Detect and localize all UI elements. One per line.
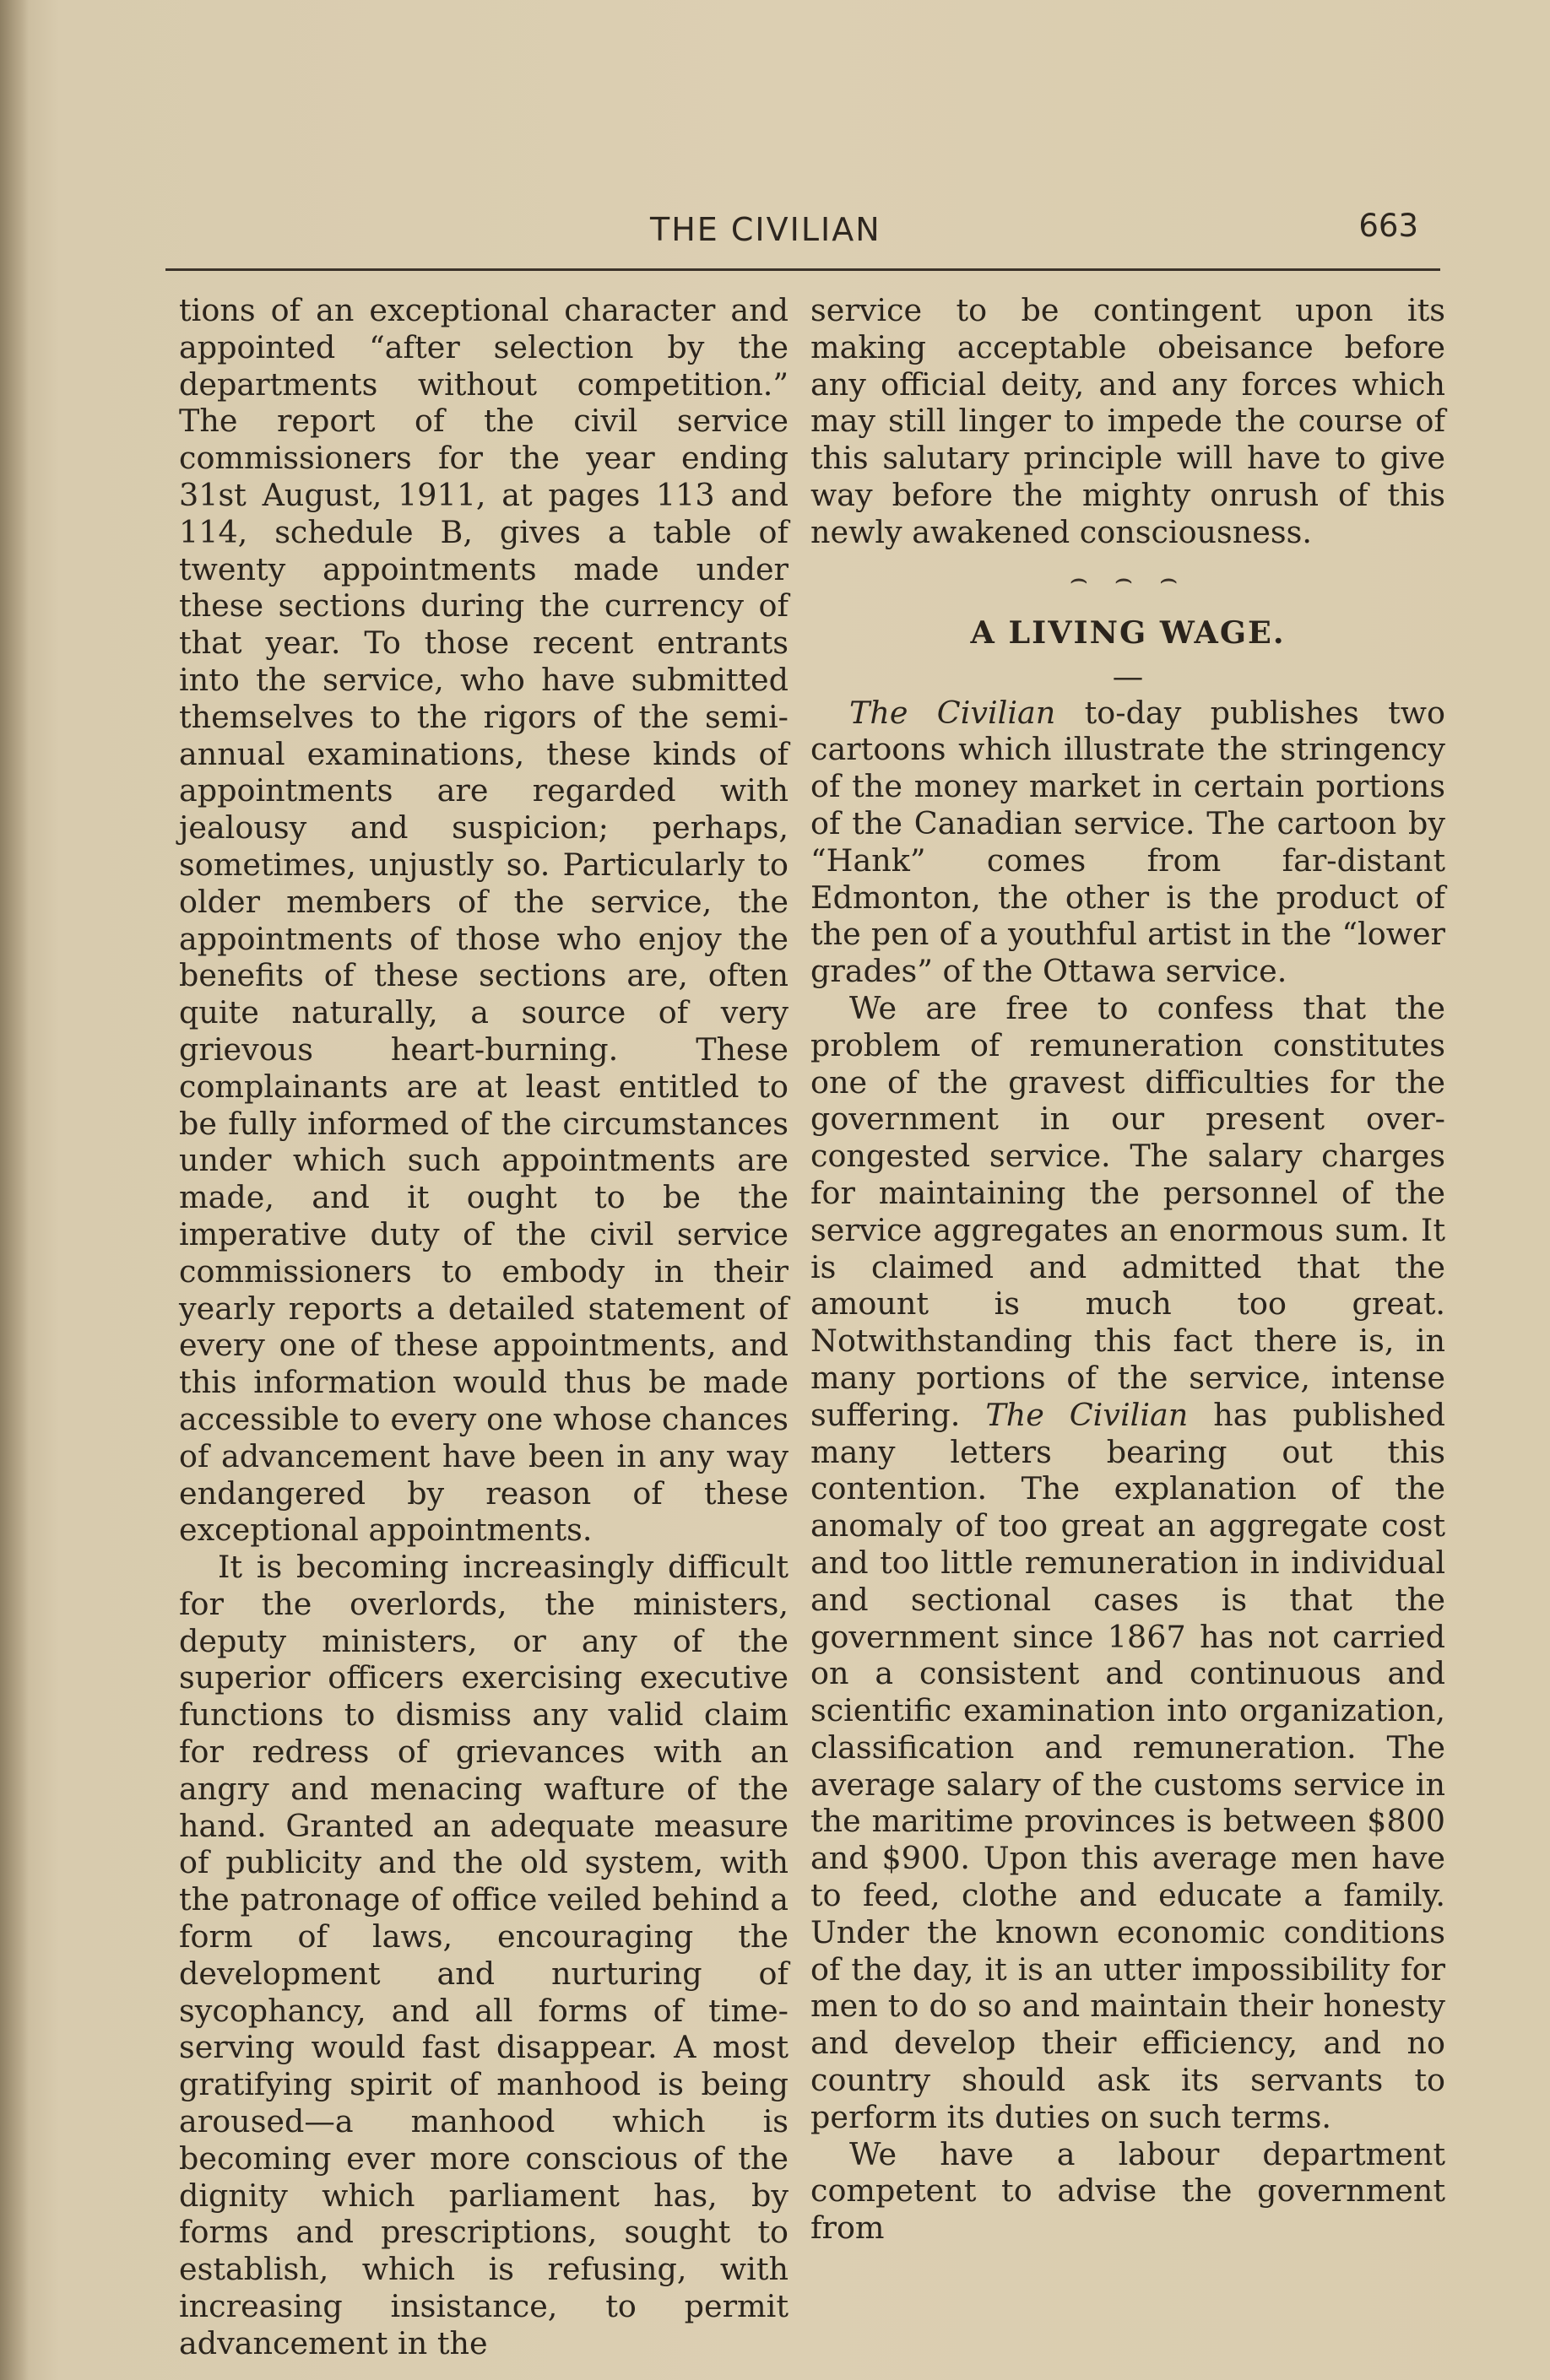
page-header: [160, 199, 1435, 258]
left-column: [179, 292, 789, 2362]
publication-name: The Civilian: [849, 694, 1056, 731]
right-column: [810, 292, 1445, 2247]
publication-name: The Civilian: [985, 1396, 1189, 1433]
paragraph: [810, 990, 1445, 2136]
book-spine-shadow: [0, 0, 29, 2380]
section-heading: A LIVING WAGE.: [970, 614, 1286, 651]
paragraph-text: has published many letters bearing out this contention. The explanation of the anomaly of too great an aggregate cost and too little remuneration in individual and sectional cases is that the government since 1867 has not carried on a consistent and continuous and scientific examination into organization, classification and remuneration. The average salary of the customs service in the maritime provinces is between $800 and $900. Upon this average men have to feed, clothe and educate a family. Under the known economic conditions of the day, it is an utter impossibility for men to do so and maintain their honesty and develop their efficiency, and no country should ask its servants to perform its duties on such terms.: [810, 1396, 1445, 2135]
paragraph-text: We are free to confess that the problem of remuneration constitutes one of the gravest difficulties for the government in our present over-congested service. The salary charges for maintaining the personnel of the service aggregates an enormous sum. It is claimed and admitted that the amount is much too great. Notwithstanding this fact there is, in many portions of the service, intense suffering.: [810, 989, 1445, 1433]
paragraph-text: to-day publishes two cartoons which illustrate the stringency of the money market in certain portions of the Canadian service. The cartoon by “Hank” comes from far-distant Edmonton, the other is the product of the pen of a youthful artist in the “lower grades” of the Ottawa service.: [810, 694, 1445, 990]
running-title: THE CIVILIAN: [650, 211, 881, 248]
paragraph: service to be contingent upon its making acceptable obeisance before any official deity, and any forces which may still linger to impede the course of this salutary principle will have to give way before the mighty onrush of this newly awakened consciousness.: [810, 292, 1445, 550]
paragraph: It is becoming increasingly difficult for the overlords, the ministers, deputy ministers, or any of the superior officers exercising executive functions to dismiss any valid claim for redress of grievances with an angry and menacing wafture of the hand. Granted an adequate measure of publicity and the old system, with the patronage of office veiled behind a form of laws, encouraging the development and nurturing of sycophancy, and all forms of time-serving would fast disappear. A most gratifying spirit of manhood is being aroused—a manhood which is becoming ever more conscious of the dignity which parliament has, by forms and prescriptions, sought to establish, which is refusing, with increasing insistance, to permit advancement in the: [179, 1549, 789, 2361]
page-number: 663: [1358, 208, 1418, 244]
paragraph: tions of an exceptional character and appointed “after selection by the departments without competition.” The report of the civil service commissioners for the year ending 31st August, 1911, at pages 113 and 114, schedule B, gives a table of twenty appointments made under these sections during the currency of that year. To those recent entrants into the service, who have submitted themselves to the rigors of the semi-annual examinations, these kinds of appointments are regarded with jealousy and suspicion; perhaps, sometimes, unjustly so. Particularly to older members of the service, the appointments of those who enjoy the benefits of these sections are, often quite naturally, a source of very grievous heart-burning. These complainants are at least entitled to be fully informed of the circumstances under which such appointments are made, and it ought to be the imperative duty of the civil service commissioners to embody in their yearly reports a detailed statement of every one of these appointments, and this information would thus be made accessible to every one whose chances of advancement have been in any way endangered by reason of these exceptional appointments.: [179, 292, 789, 1549]
paragraph: [810, 695, 1445, 990]
paragraph: We have a labour department competent to advise the government from: [810, 2135, 1445, 2247]
heading-dash: —: [1112, 657, 1144, 695]
header-rule: [165, 268, 1440, 271]
ornament-divider: ⌢ ⌢ ⌢: [1069, 561, 1187, 596]
